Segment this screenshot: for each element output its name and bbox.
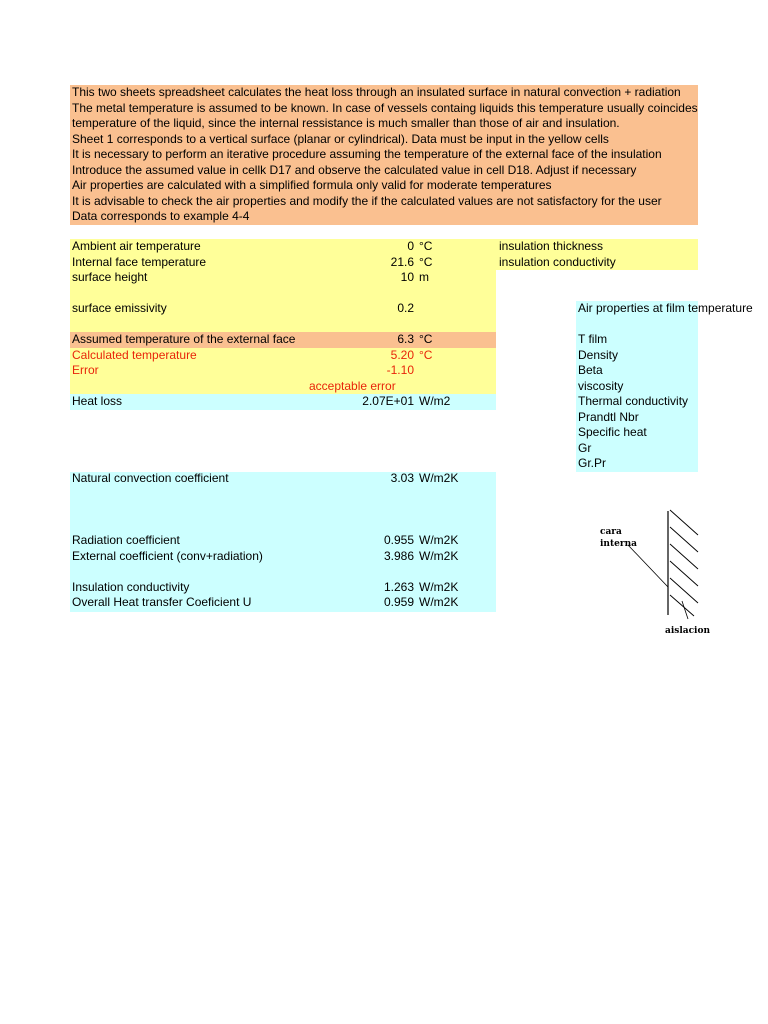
intro-line-8: It is advisable to check the air properties and modify the if the calculated values are not satisfactory for the user [72,193,662,208]
ambient-temp-label: Ambient air temperature [72,239,201,253]
air-prop-viscosity: viscosity [578,378,624,393]
error-label: Error [72,363,99,377]
intro-line-7: Air properties are calculated with a simplified formula only valid for moderate temperatures [72,178,552,192]
surface-height-unit: m [419,270,429,284]
calculated-temp-label: Calculated temperature [72,347,197,362]
emissivity-value[interactable]: 0.2 [397,301,414,315]
emissivity-label: surface emissivity [72,301,167,315]
air-prop-t-film: T film [578,332,608,346]
assumed-temp-unit: °C [419,332,433,346]
overall-u-unit: W/m2K [419,595,459,609]
air-prop-beta: Beta [578,363,603,377]
air-properties-header: Air properties at film temperature [578,301,753,315]
acceptable-error-note: acceptable error [309,378,396,393]
insulation-thickness-label: insulation thickness [499,239,604,253]
natural-convection-label: Natural convection coefficient [72,471,229,485]
external-coef-unit: W/m2K [419,548,459,563]
air-prop-prandtl: Prandtl Nbr [578,409,639,424]
intro-line-2: The metal temperature is assumed to be known. In case of vessels containg liquids this temperature usually coincides [72,100,698,115]
heat-loss-unit: W/m2 [419,394,451,408]
surface-height-label: surface height [72,270,148,284]
radiation-coef-unit: W/m2K [419,533,459,547]
wall-drawing [590,505,698,640]
error-value: -1.10 [386,363,414,377]
insulation-conductivity-input-label: insulation conductivity [499,254,616,269]
insulation-conductivity-value: 1.263 [383,579,414,594]
air-prop-thermal-conductivity: Thermal conductivity [578,394,689,408]
label-interna: interna [600,539,637,549]
insulation-conductivity-unit: W/m2K [419,579,459,594]
label-cara: cara [600,527,622,537]
air-prop-gr: Gr [578,440,592,455]
natural-convection-unit: W/m2K [419,471,459,485]
label-aislacion: aislacion [665,626,711,636]
assumed-temp-value[interactable]: 6.3 [397,332,414,346]
insulated-wall-diagram [590,505,711,640]
overall-u-value: 0.959 [383,595,414,609]
external-coef-label: External coefficient (conv+radiation) [72,548,263,563]
heat-loss-value: 2.07E+01 [362,394,414,408]
insulation-conductivity-label: Insulation conductivity [72,579,190,594]
intro-line-9: Data corresponds to example 4-4 [72,209,250,223]
internal-temp-unit: °C [419,254,433,269]
internal-temp-label: Internal face temperature [72,254,207,269]
surface-height-value[interactable]: 10 [400,270,414,284]
intro-line-4: Sheet 1 corresponds to a vertical surface (planar or cylindrical). Data must be input in the yellow cells [72,131,609,146]
ambient-temp-value[interactable]: 0 [407,239,414,253]
intro-line-1: This two sheets spreadsheet calculates the heat loss through an insulated surface in natural convection + radiation [72,85,681,99]
radiation-coef-value: 0.955 [383,533,414,547]
internal-temp-value[interactable]: 21.6 [390,254,414,269]
heat-loss-label: Heat loss [72,394,123,408]
external-coef-value: 3.986 [383,548,414,563]
natural-convection-value: 3.03 [390,471,414,485]
overall-u-label: Overall Heat transfer Coeficient U [72,595,252,609]
ambient-temp-unit: °C [419,239,433,253]
calculated-temp-value: 5.20 [390,347,414,362]
air-prop-density: Density [578,347,619,362]
intro-line-3: temperature of the liquid, since the internal ressistance is much smaller than those of air and insulation. [72,116,620,130]
intro-line-6: Introduce the assumed value in cellk D17 and observe the calculated value in cell D18. Adjust if necessary [72,162,637,177]
assumed-temp-label: Assumed temperature of the external face [72,332,296,346]
air-prop-gr-pr: Gr.Pr [578,456,607,470]
calculated-temp-unit: °C [419,347,433,362]
intro-line-5: It is necessary to perform an iterative procedure assuming the temperature of the external face of the insulation [72,147,662,161]
air-prop-specific-heat: Specific heat [578,425,647,439]
radiation-coef-label: Radiation coefficient [72,533,180,547]
